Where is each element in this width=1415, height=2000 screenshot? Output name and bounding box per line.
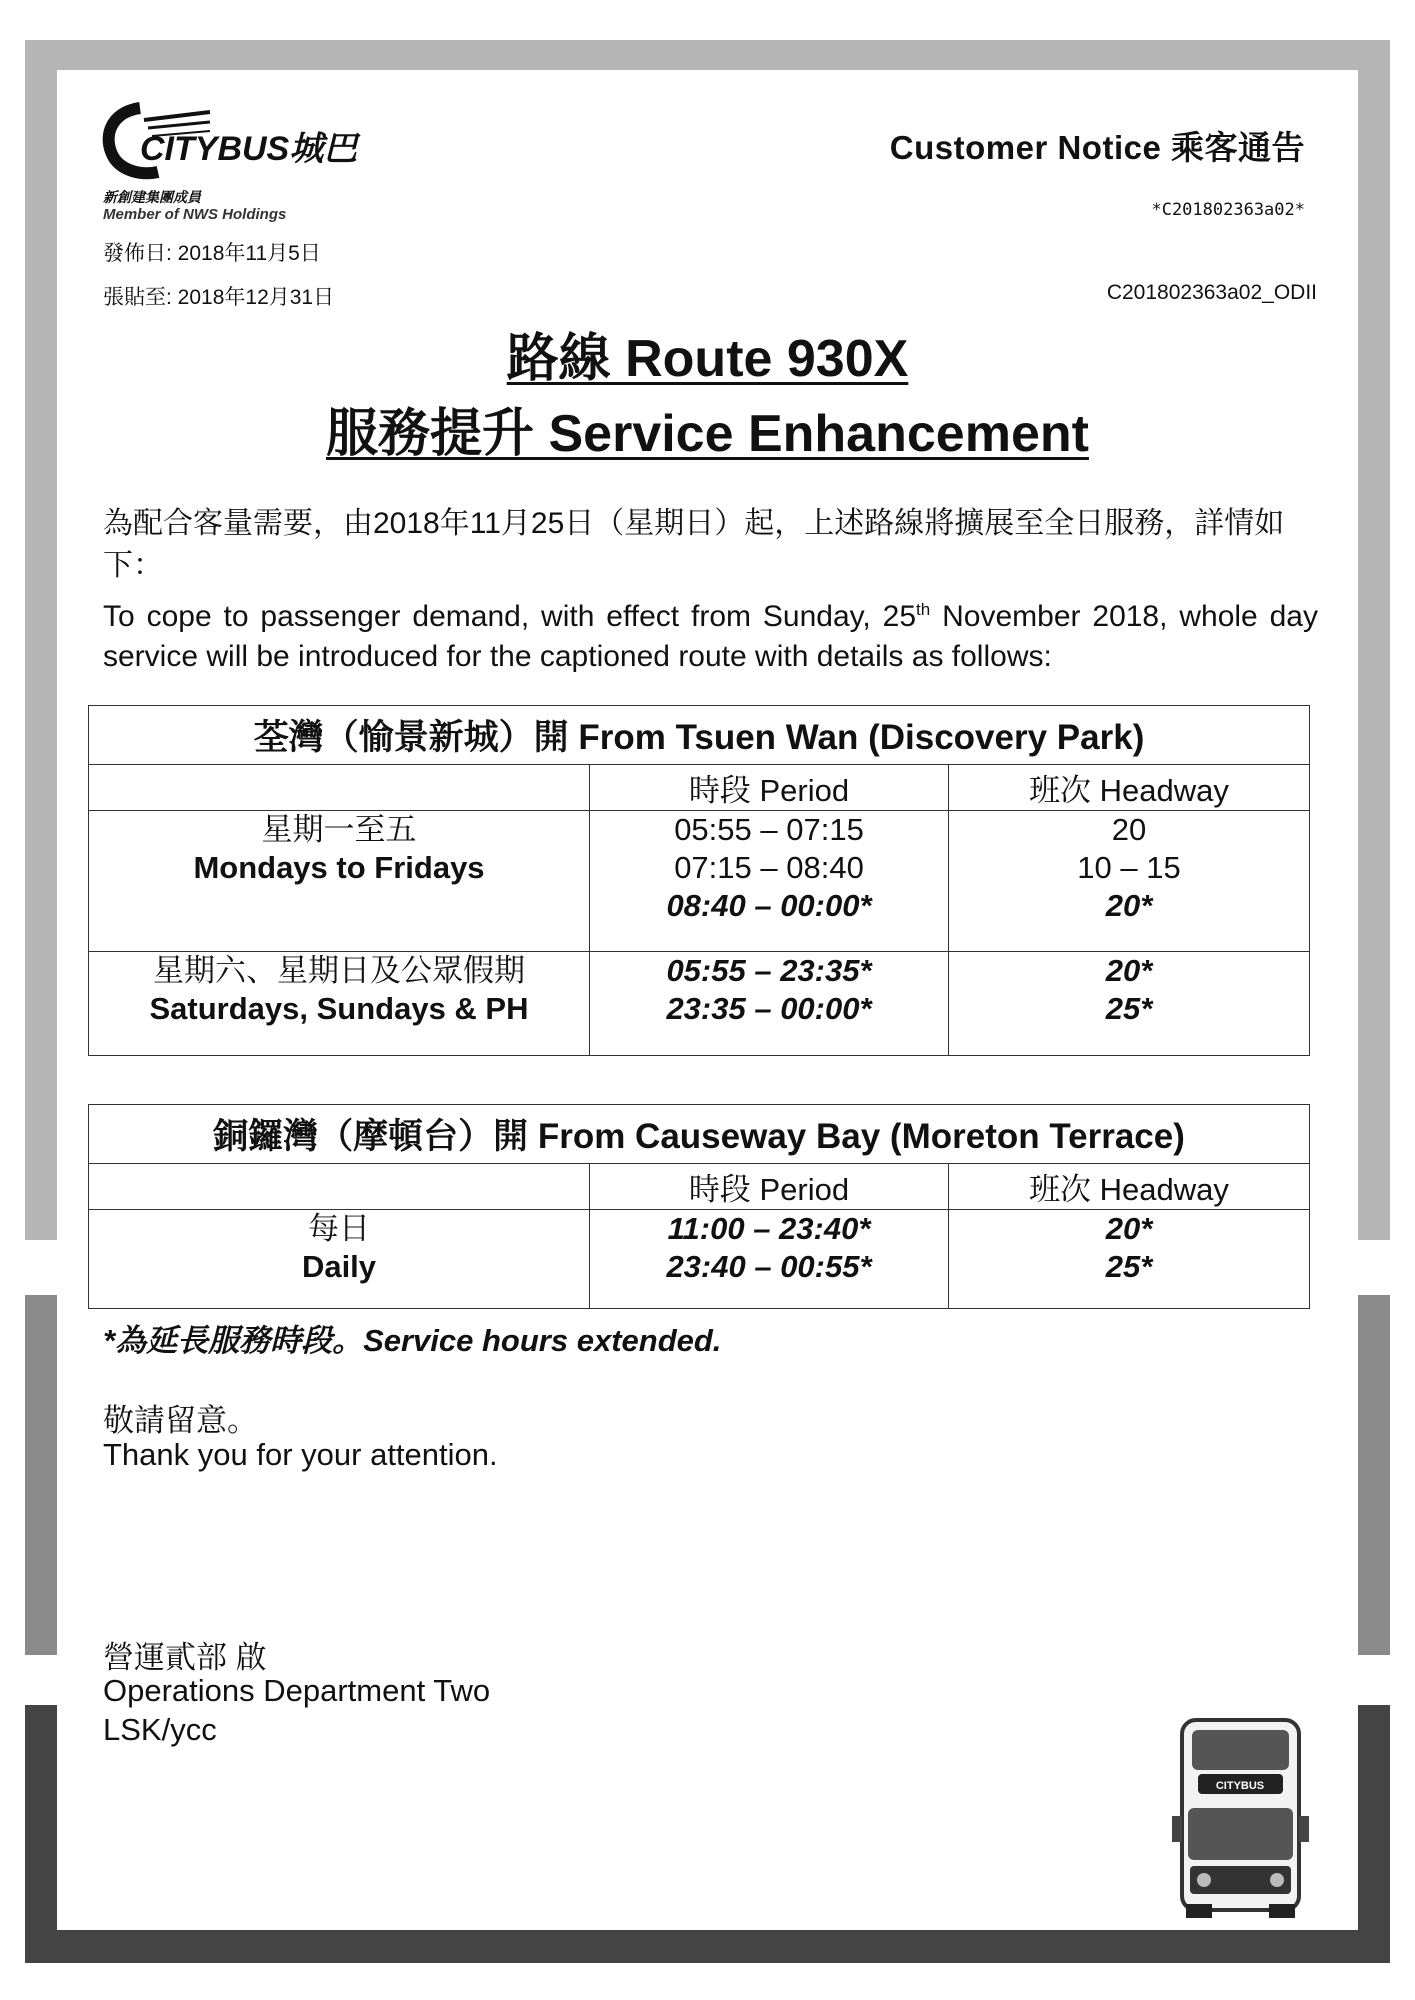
day-label-en: Daily <box>301 1249 377 1284</box>
headway-value-extended: 20* <box>1105 888 1153 923</box>
logo-subtitle-en: Member of NWS Holdings <box>103 206 287 223</box>
reference-initials: LSK/ycc <box>103 1712 217 1747</box>
customer-notice-title: Customer Notice 乘客通告 <box>889 129 1305 166</box>
reference-code: C201802363a02_ODII <box>1106 281 1317 304</box>
headway-cell <box>949 1210 1310 1309</box>
post-until-date: 張貼至: 2018年12月31日 <box>103 286 335 309</box>
headway-value: 20 <box>1111 812 1147 847</box>
day-cell <box>89 952 590 1056</box>
barcode-text: *C201802363a02* <box>1151 200 1305 220</box>
department-en: Operations Department Two <box>103 1673 491 1708</box>
headway-value: 10 – 15 <box>1077 850 1181 885</box>
column-header-period: 時段 Period <box>590 1164 949 1210</box>
route-title: 路線 Route 930X <box>506 330 909 388</box>
empty-header-cell <box>89 765 590 811</box>
period-value-extended: 23:40 – 00:55* <box>666 1249 872 1284</box>
day-label-zh: 星期六、星期日及公眾假期 <box>153 953 525 988</box>
svg-text:CITYBUS: CITYBUS <box>1215 1780 1265 1792</box>
period-value-extended: 08:40 – 00:00* <box>666 888 872 923</box>
page-frame-right-lower <box>1358 1705 1390 1963</box>
headway-value-extended: 25* <box>1105 1249 1153 1284</box>
table-row <box>89 1210 1310 1309</box>
page-frame-right-middle <box>1358 1295 1390 1655</box>
page-frame-left-lower <box>25 1705 57 1963</box>
issue-date: 發佈日: 2018年11月5日 <box>103 242 321 265</box>
page-frame-right-upper <box>1358 40 1390 1240</box>
headway-cell <box>949 952 1310 1056</box>
headway-cell <box>949 811 1310 952</box>
footnote: *為延長服務時段。Service hours extended. <box>103 1323 722 1358</box>
empty-header-cell <box>89 1164 590 1210</box>
logo-subtitle-zh: 新創建集團成員 <box>103 189 201 205</box>
day-label-zh: 星期一至五 <box>261 812 417 847</box>
day-label-zh: 每日 <box>308 1211 370 1246</box>
column-header-headway: 班次 Headway <box>949 1164 1310 1210</box>
intro-english: To cope to passenger demand, with effect from Sunday, 25th November 2018, whole day service will be introduced for the captioned route with details as follows: <box>103 600 1318 673</box>
svg-text:CITYBUS城巴: CITYBUS城巴 <box>140 130 358 168</box>
double-decker-bus-icon <box>1168 1716 1313 1921</box>
day-cell <box>89 1210 590 1309</box>
timetable-causeway-bay <box>88 1104 1310 1309</box>
day-label-en: Saturdays, Sundays & PH <box>149 991 529 1026</box>
period-value: 07:15 – 08:40 <box>674 850 864 885</box>
page-frame-left-upper <box>25 40 57 1240</box>
page-frame-left-middle <box>25 1295 57 1655</box>
page-frame-top <box>25 40 1390 70</box>
headway-value-extended: 20* <box>1105 953 1153 988</box>
citybus-logo <box>100 98 380 188</box>
intro-chinese: 為配合客量需要，由2018年11月25日（星期日）起，上述路線將擴展至全日服務，詳情如下： <box>103 507 1285 582</box>
table-row <box>89 811 1310 952</box>
period-value: 05:55 – 07:15 <box>674 812 864 847</box>
period-cell <box>590 811 949 952</box>
period-cell <box>590 952 949 1056</box>
period-value-extended: 11:00 – 23:40* <box>667 1211 871 1246</box>
period-value-extended: 23:35 – 00:00* <box>666 991 872 1026</box>
table-heading: 荃灣（愉景新城）開 From Tsuen Wan (Discovery Park) <box>89 706 1310 765</box>
department-zh: 營運貳部 啟 <box>103 1640 267 1675</box>
column-header-headway: 班次 Headway <box>949 765 1310 811</box>
headway-value-extended: 20* <box>1105 1211 1153 1246</box>
table-heading: 銅鑼灣（摩頓台）開 From Causeway Bay (Moreton Terrace) <box>89 1105 1310 1164</box>
day-cell <box>89 811 590 952</box>
period-cell <box>590 1210 949 1309</box>
day-label-en: Mondays to Fridays <box>193 850 485 885</box>
closing-zh: 敬請留意。 <box>103 1403 258 1438</box>
column-header-period: 時段 Period <box>590 765 949 811</box>
closing-en: Thank you for your attention. <box>103 1437 498 1472</box>
page-frame-bottom <box>25 1930 1390 1963</box>
service-enhancement-title: 服務提升 Service Enhancement <box>326 405 1089 463</box>
timetable-tsuen-wan <box>88 705 1310 1056</box>
table-row <box>89 952 1310 1056</box>
headway-value-extended: 25* <box>1105 991 1153 1026</box>
period-value-extended: 05:55 – 23:35* <box>666 953 872 988</box>
